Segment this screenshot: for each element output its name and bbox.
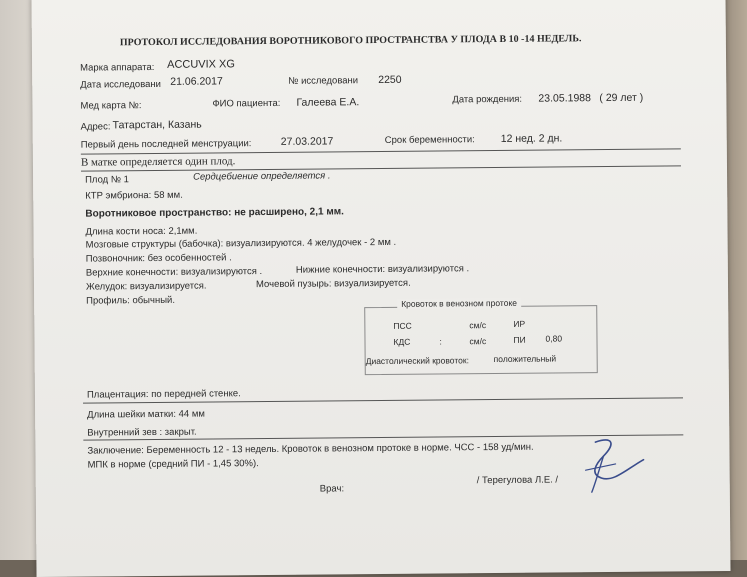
nasal-bone-finding: Длина кости носа: 2,1мм. bbox=[85, 225, 198, 238]
document-title: ПРОТОКОЛ ИССЛЕДОВАНИЯ ВОРОТНИКОВОГО ПРОСТРАНСТВА У ПЛОДА В 10 -14 НЕДЕЛЬ. bbox=[119, 33, 582, 49]
brain-finding: Мозговые структуры (бабочка): визуализируются. 4 желудочек - 2 мм . bbox=[85, 236, 397, 251]
edv-separator: : bbox=[439, 336, 442, 347]
internal-os-finding: Внутренний зев : закрыт. bbox=[87, 426, 197, 439]
conclusion-line-2: МПК в норме (средний ПИ - 1,45 30%). bbox=[87, 458, 259, 471]
gestational-age-value: 12 нед. 2 дн. bbox=[500, 132, 563, 145]
crl-finding: КТР эмбриона: 58 мм. bbox=[85, 189, 183, 202]
psv-label: ПСС bbox=[393, 320, 412, 331]
edv-label: КДС bbox=[393, 336, 411, 347]
address-value: Татарстан, Казань bbox=[112, 118, 202, 132]
placenta-finding: Плацентация: по передней стенке. bbox=[86, 388, 241, 401]
ri-label: ИР bbox=[513, 318, 526, 329]
pi-value: 0,80 bbox=[545, 333, 563, 344]
lmp-label: Первый день последней менструации: bbox=[80, 138, 252, 151]
exam-date-value: 21.06.2017 bbox=[170, 75, 223, 88]
diastolic-flow-label: Диастолический кровоток: bbox=[365, 355, 469, 367]
med-card-label: Мед карта №: bbox=[80, 100, 142, 112]
lower-limbs-finding: Нижние конечности: визуализируются . bbox=[295, 263, 470, 276]
exam-number-label: № исследовани bbox=[288, 75, 359, 87]
venous-duct-flow-box bbox=[364, 297, 598, 375]
lmp-value: 27.03.2017 bbox=[280, 135, 334, 148]
cervix-length-finding: Длина шейки матки: 44 мм bbox=[87, 408, 205, 421]
gestational-age-label: Срок беременности: bbox=[384, 134, 475, 146]
dob-label: Дата рождения: bbox=[452, 93, 523, 106]
doctor-signature bbox=[555, 434, 651, 495]
edv-unit: см/с bbox=[469, 336, 487, 347]
device-value: ACCUVIX XG bbox=[167, 58, 235, 71]
protocol-sheet bbox=[31, 0, 730, 577]
device-label: Марка аппарата: bbox=[80, 61, 155, 74]
heartbeat-finding: Сердцебиение определяется . bbox=[193, 170, 331, 183]
nuchal-translucency-finding: Воротниковое пространство: не расширено, 2,1 мм. bbox=[85, 206, 344, 220]
exam-number-value: 2250 bbox=[378, 73, 402, 87]
patient-label: ФИО пациента: bbox=[212, 97, 281, 110]
age-value: ( 29 лет ) bbox=[599, 91, 644, 105]
patient-value: Галеева Е.А. bbox=[296, 96, 360, 109]
upper-limbs-finding: Верхние конечности: визуализируются . bbox=[85, 266, 263, 279]
profile-finding: Профиль: обычный. bbox=[86, 294, 175, 307]
stomach-finding: Желудок: визуализируется. bbox=[85, 280, 207, 293]
diastolic-flow-value: положительный bbox=[493, 353, 557, 365]
flow-box-title: Кровоток в венозном протоке bbox=[397, 298, 521, 309]
conclusion-line-1: Заключение: Беременность 12 - 13 недель. Кровоток в венозном протоке в норме. ЧСС - 158 уд/мин. bbox=[87, 441, 534, 457]
uterus-finding: В матке определяется один плод. bbox=[80, 155, 236, 169]
pi-label: ПИ bbox=[513, 334, 526, 345]
bladder-finding: Мочевой пузырь: визуализируется. bbox=[255, 277, 411, 291]
psv-unit: см/с bbox=[469, 320, 487, 331]
exam-date-label: Дата исследовани bbox=[80, 78, 162, 91]
dob-value: 23.05.1988 bbox=[538, 92, 592, 105]
doctor-name: / Терегулова Л.Е. / bbox=[476, 474, 559, 487]
spine-finding: Позвоночник: без особенностей . bbox=[85, 252, 232, 265]
doctor-label: Врач: bbox=[319, 483, 345, 495]
address-label: Адрес: bbox=[80, 121, 111, 133]
fetus-label: Плод № 1 bbox=[85, 174, 129, 186]
